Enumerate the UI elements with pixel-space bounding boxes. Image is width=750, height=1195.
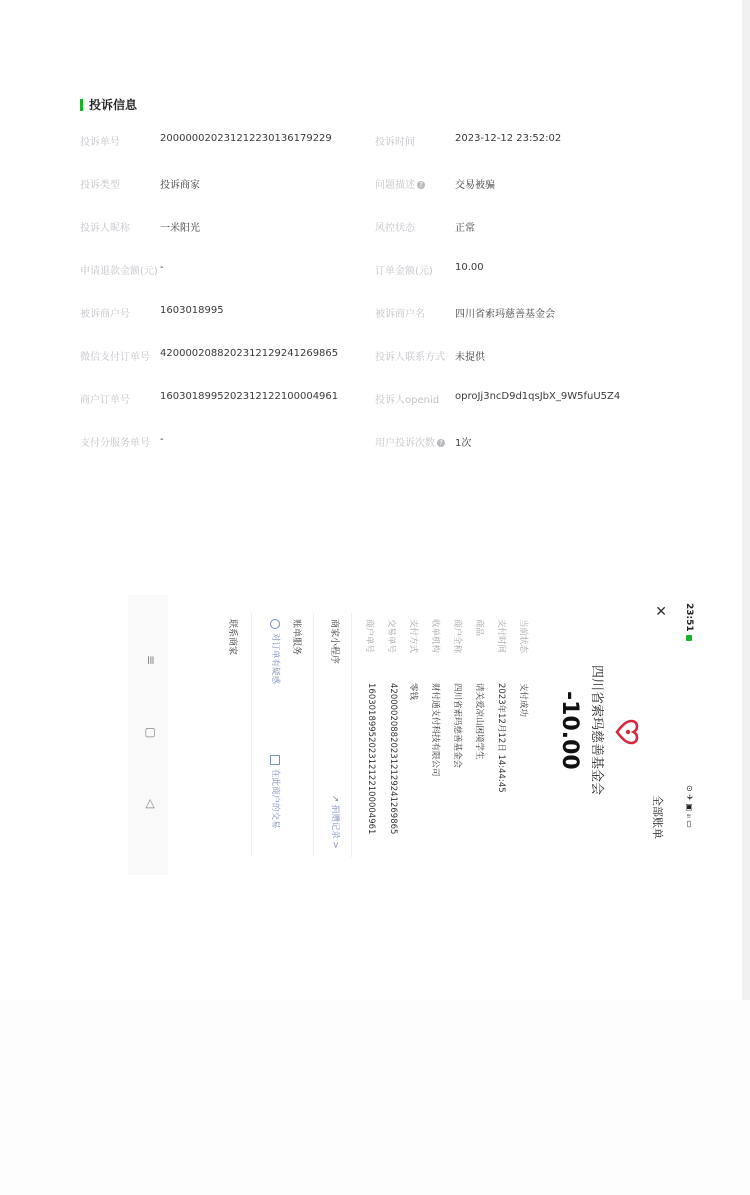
- all-bills-link[interactable]: 全部账单: [651, 795, 664, 839]
- bill-service-label: 账单服务: [291, 619, 301, 656]
- detail-value-merchant-full: 四川省索玛慈善基金会: [452, 683, 462, 769]
- field-label-openid: 投诉人openid: [375, 395, 440, 406]
- field-value-merchant-id: 1603018995: [160, 305, 224, 316]
- field-value-nickname: 一米阳光: [160, 223, 200, 234]
- field-label-merchant-name: 被诉商户名: [375, 309, 425, 320]
- scan-edge: [742, 0, 750, 1000]
- field-label-nickname: 投诉人昵称: [80, 223, 130, 234]
- detail-value-merchant-order: 16030189952023121221000049​61: [366, 683, 376, 835]
- field-label-order-amount: 订单金额(元): [375, 266, 433, 277]
- detail-label-txn-id: 交易单号: [386, 619, 396, 654]
- complaint-section-header: [80, 96, 137, 113]
- contact-merchant-button[interactable]: 联系商家: [227, 619, 237, 656]
- android-nav-bar: [128, 595, 168, 875]
- close-icon[interactable]: ✕: [652, 605, 668, 617]
- detail-value-acquirer: 财付通支付科技有限公司: [430, 683, 440, 777]
- detail-value-product: 请关爱凉山困境学生: [474, 683, 484, 760]
- detail-label-product: 商品: [474, 619, 484, 637]
- field-label-complaint-id: 投诉单号: [80, 137, 120, 148]
- field-value-complaint-time: 2023-12-12 23:52:02: [455, 133, 562, 144]
- field-label-payscore-order: 支付分服务单号: [80, 438, 150, 449]
- field-value-wechat-order: 4200002088202312129241269865: [160, 348, 339, 359]
- field-label-merchant-id: 被诉商户号: [80, 309, 130, 320]
- section-title: 投诉信息: [89, 98, 138, 112]
- field-value-payscore-order: -: [160, 434, 164, 445]
- list-icon: [271, 755, 281, 765]
- field-label-complaint-type: 投诉类型: [80, 180, 120, 191]
- merchant-transactions-button[interactable]: 在此商户的交易: [270, 755, 282, 829]
- detail-label-acquirer: 收单机构: [430, 619, 440, 654]
- section-accent-bar: [80, 99, 83, 111]
- question-icon: [271, 619, 281, 629]
- detail-label-pay-time: 支付时间: [496, 619, 506, 654]
- detail-label-status: 当前状态: [518, 619, 528, 654]
- detail-label-merchant-order: 商户单号: [364, 619, 374, 654]
- donation-record-link[interactable]: ↗ 捐赠记录 >: [330, 795, 340, 849]
- payment-amount: -10.00: [557, 691, 582, 770]
- field-value-refund-amount: -: [160, 262, 164, 273]
- field-label-refund-amount: 申请退款金额(元): [80, 266, 158, 277]
- detail-value-txn-id: 4200002088202312129241269865: [388, 683, 398, 835]
- charity-heart-logo-icon: [614, 719, 640, 745]
- field-label-complaint-count: 用户投诉次数 ?: [375, 434, 445, 449]
- field-value-complaint-id: 200000020231212230136179229: [160, 133, 332, 144]
- divider: [351, 613, 352, 857]
- payment-receipt-screenshot: [144, 595, 700, 1195]
- menu-icon[interactable]: ≡: [144, 655, 158, 666]
- detail-label-pay-method: 支付方式: [408, 619, 418, 654]
- field-label-problem-desc: 问题描述 ?: [375, 176, 425, 191]
- field-label-risk-status: 风控状态: [375, 223, 415, 234]
- merchant-name: 四川省索玛慈善基金会: [589, 665, 604, 796]
- detail-label-merchant-full: 商户全称: [452, 619, 462, 654]
- field-value-merchant-name: 四川省索玛慈善基金会: [455, 309, 555, 320]
- divider: [251, 613, 252, 857]
- field-value-order-amount: 10.00: [455, 262, 484, 273]
- detail-value-pay-method: 零钱: [408, 683, 418, 701]
- field-value-merchant-order: 16030189952023121221000049​61: [160, 391, 339, 402]
- detail-value-pay-time: 2023年12月12日 14:44:45: [496, 683, 506, 793]
- field-value-risk-status: 正常: [455, 223, 475, 234]
- help-icon[interactable]: ?: [437, 439, 445, 447]
- status-icons: ⊙ ✈ ▣ ᵢₗₗ ▭: [685, 785, 694, 828]
- back-icon[interactable]: ◁: [144, 799, 158, 809]
- field-label-complaint-time: 投诉时间: [375, 137, 415, 148]
- field-value-openid: oproJj3ncD9d1qsJbX_9W5fuU5Z4: [455, 391, 621, 402]
- field-label-wechat-order: 微信支付订单号: [80, 352, 150, 363]
- divider: [313, 613, 314, 857]
- detail-value-status: 支付成功: [518, 683, 528, 718]
- help-icon[interactable]: ?: [417, 181, 425, 189]
- home-icon[interactable]: ▢: [144, 727, 158, 739]
- wechat-icon: [687, 635, 693, 641]
- status-time: 23:51: [684, 603, 694, 641]
- field-value-complaint-type: 投诉商家: [160, 180, 200, 191]
- field-value-problem-desc: 交易被骗: [455, 180, 495, 191]
- order-question-button[interactable]: 对订单有疑惑: [270, 619, 282, 684]
- field-value-complaint-count: 1次: [455, 438, 472, 449]
- mini-program-label: 商家小程序: [329, 619, 339, 665]
- field-label-merchant-order: 商户订单号: [80, 395, 130, 406]
- field-label-contact: 投诉人联系方式: [375, 352, 445, 363]
- field-value-contact: 未提供: [455, 352, 485, 363]
